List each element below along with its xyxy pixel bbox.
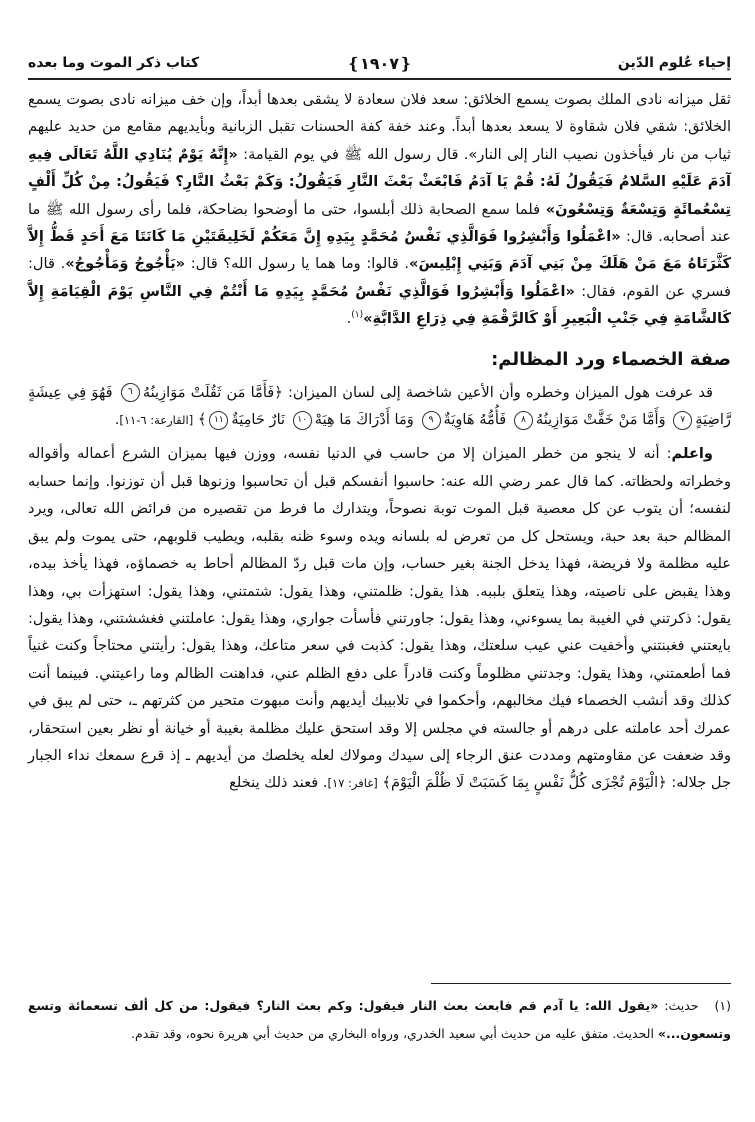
text-run: فلما سمع الصحابة ذلك أبلسوا، حتى ما أوضحوا بضاحكة، فلما رأى رسول الله ﷺ ما عند أصحابه. قال: <box>28 200 731 246</box>
page-number: ❴١٩٠٧❵ <box>346 53 413 73</box>
hadith-quote: «اعْمَلُوا وَأَبْشِرُوا فَوَالَّذِي نَفْسُ مُحَمَّدٍ بِيَدِهِ مَا أَنْتُمْ فِي النَّاسِ يَوْمَ الْقِيَامَةِ إِلاَّ كَالشَّامَةِ فِي جَنْبِ الْبَعِيرِ أَوْ كَالرَّقْمَةِ فِي ذِرَاعِ الدَّابَّةِ» <box>28 282 731 328</box>
paragraph-3 <box>28 440 731 797</box>
footnote-rule <box>431 983 731 984</box>
hadith-quote: «اعْمَلُوا وَأَبْشِرُوا فَوَالَّذِي نَفْسُ مُحَمَّدٍ بِيَدِهِ إِنَّ مَعَكُمْ لَخَلِيقَتَيْنِ مَا كَانَتَا مَعَ أَحَدٍ قَطُّ إِلاَّ كَثَّرَتَاهُ مَعَ مَنْ هَلَكَ مِنْ بَنِي آدَمَ وَبَنِي إِبْلِيسَ» <box>28 228 731 273</box>
text-run: : أنه لا ينجو من خطر الميزان إلا من حاسب في الدنيا نفسه، ووزن فيها بميزان الشرع أعماله وأقواله وخطراته ولحظاته. كما قال عمر رضي الله عنه: حاسبوا أنفسكم قبل أن تحاسبوا وزنوها قبل أن توزنوا. وإنما حسابه لنفسه؛ أن يتوب عن كل معصية قبل الموت توبة نصوحاً، ويتدارك ما فرط من تقصيره من فرائض الله تعالى، ويرد المظالم حبة بعد حبة، ويستحل كل من تعرض له بلسانه ويده وسوء ظنه بقلبه، ويطيب قلوبهم، حتى يموت ولم يبق عليه مظلمة ولا فريضة، فهذا يدخل الجنة بغير حساب، وإن مات قبل ردّ المظالم أحاط به خصماؤه، فهذا يأخذ بيده، وهذا يقبض على ناصيته، وهذا يتعلق بلببه. هذا يقول: ظلمتني، وهذا يقول: شتمتني، وهذا يقول: استهزأت بي، وهذا يقول: ذكرتني في الغيبة بما يسوءني، وهذا يقول: جاورتني فأسأت جواري، وهذا يقول: عاملتني فغششتني، وهذا يقول: بايعتني فغبنتني وأخفيت عني عيب سلعتك، وهذا يقول: كذبت في سعر متاعك، وهذا يقول: رأيتني محتاجاً وكنت غنياً فما أطعمتني، وهذا يقول: وجدتني مظلوماً وكنت قادراً على دفع الظلم عني، فداهنت الظالم وما راعيتني. فبينما أنت كذلك وقد أنشب الخصماء فيك مخالبهم، وأحكموا في تلابيبك أيديهم وأنت مبهوت متحير من كثرتهم ـ، حتى لم يبق في عمرك أحد عاملته على درهم أو جالسته في مجلس إلا وقد استحق عليك مظلمة بغيبة أو خيانة أو نظر بعين استحقار، وقد ضعفت عن مقاومتهم ومددت عنق الرجاء إلى سيدك ومولاك لعله يخلصك من أيديهم ـ إذ قرع سمعك نداء الجبار جل جلاله: <box>28 445 731 792</box>
lead-word: واعلم <box>671 445 713 463</box>
text-run: . فعند ذلك ينخلع <box>229 774 328 792</box>
text-run: . قالوا: وما هما يا رسول الله؟ قال: <box>185 255 410 273</box>
ayah-number: ١٠ <box>293 411 312 430</box>
ayah-number: ٨ <box>514 411 533 430</box>
main-text <box>28 86 731 798</box>
quran-bracket: ﴾ <box>197 411 207 429</box>
footnote-number: (١) <box>714 998 731 1013</box>
text-run: ثقل ميزانه نادى الملك بصوت يسمع الخلائق: سعد فلان سعادة لا يشقى بعدها أبداً، وإن خف ميزانه نادى بصوت يسمع الخلائق: شقي فلان شقاوة لا يسعد بعدها أبداً. وعند خفة كفة الحسنات تقبل الزبانية وبأيديهم مقامع من حديد عليهم ثياب من نار فيأخذون نصيب النار إلى النار». قال رسول الله ﷺ في يوم القيامة: <box>28 91 731 163</box>
hadith-quote: «إِنَّهُ يَوْمٌ يُنَادِي اللَّهُ تَعَالَى فِيهِ آدَمَ عَلَيْهِ السَّلامُ فَيَقُولُ لَهُ: قُمْ يَا آدَمُ فَابْعَثْ بَعْثَ النَّارِ فَيَقُولُ: وَكَمْ بَعْثُ النَّارِ؟ فَيَقُولُ: مِنْ كُلِّ أَلْفٍ تِسْعُمائَةٍ وَتِسْعَةٌ وَتِسْعُونَ» <box>28 145 732 218</box>
paragraph-1 <box>28 86 731 333</box>
section-heading: صفة الخصماء ورد المظالم: <box>491 348 731 370</box>
book-title: إحياء عُلوم الدّين <box>617 55 731 71</box>
paragraph-2 <box>28 379 731 435</box>
text-run: . <box>114 411 120 429</box>
surah-reference: [القارعة: ٦-١١] <box>119 413 194 428</box>
footnote-quote: «يقول الله: يا آدم قم فابعث بعث النار فيقول: وكم بعث النار؟ فيقول: من كل ألف تسعمائة وتسع وتسعون...» <box>28 998 731 1041</box>
page-number-text: ١٩٠٧ <box>359 53 400 73</box>
verse-text: وَمَا أَدْرَاكَ مَا هِيَهْ <box>314 411 414 429</box>
header-rule <box>28 78 731 80</box>
chapter-title: كتاب ذكر الموت وما بعده <box>28 55 200 71</box>
footnote-label: حديث: <box>658 998 699 1013</box>
hadith-quote: «يَأْجُوجُ وَمَأْجُوجُ» <box>65 255 186 273</box>
text-run: . قال: فسري عن القوم، فقال: <box>28 255 731 300</box>
surah-reference: [غافر: ١٧] <box>327 776 378 791</box>
verse-text: فَأُمُّهُ هَاوِيَةٌ <box>443 411 507 429</box>
verse-text: فَأَمَّا مَن ثَقُلَتْ مَوَازِينُهُ <box>142 383 275 401</box>
ayah-number: ١١ <box>209 411 228 430</box>
quran-bracket: ﴿ <box>274 383 283 401</box>
footnote-text: الحديث. متفق عليه من حديث أبي سعيد الخدري، ورواه البخاري من حديث أبي هريرة نحوه، وقد تقدم. <box>131 1026 658 1041</box>
verse-text: فَهُوَ فِي عِيشَةٍ رَّاضِيَةٍ <box>28 383 731 429</box>
quran-verse: ﴿الْيَوْمَ تُجْزَى كُلُّ نَفْسٍ بِمَا كَسَبَتْ لَا ظُلْمَ الْيَوْمَ﴾ <box>382 774 667 792</box>
verse-text: نَارٌ حَامِيَةٌ <box>231 411 286 429</box>
ayah-number: ٧ <box>673 411 692 430</box>
footnote <box>28 992 731 1048</box>
ayah-number: ٩ <box>422 411 441 430</box>
text-run: قد عرفت هول الميزان وخطره وأن الأعين شاخصة إلى لسان الميزان: <box>282 383 714 401</box>
text-run: . <box>346 310 352 328</box>
verse-text: وَأَمَّا مَنْ خَفَّتْ مَوَازِينُهُ <box>535 411 666 429</box>
footnote-ref[interactable]: (١) <box>351 310 364 321</box>
running-header <box>28 52 731 74</box>
ayah-number: ٦ <box>121 383 140 402</box>
